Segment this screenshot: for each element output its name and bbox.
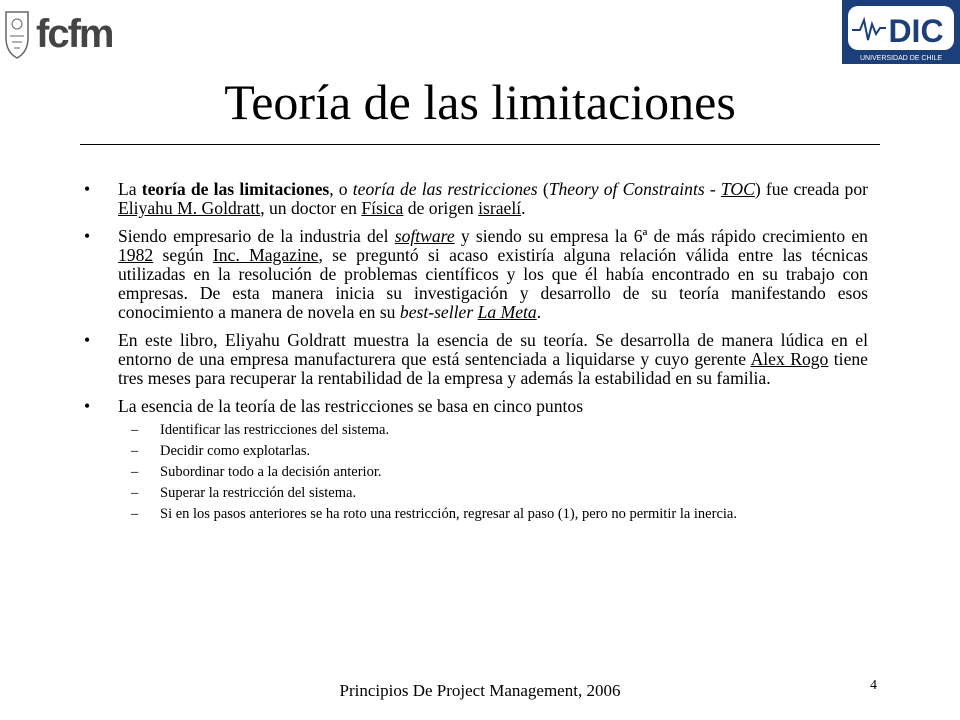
dash-marker: – — [131, 443, 139, 459]
title-divider — [80, 144, 880, 145]
dash-marker: – — [131, 464, 139, 480]
toc-link[interactable]: TOC — [720, 179, 755, 199]
bullet-toc-definition: • La teoría de las limitaciones, o teoría de las restricciones (Theory of Constraints - TOC) fue creada por Eliyahu M. Goldratt, un doctor en Física de origen israelí. — [80, 180, 868, 218]
university-crest-icon — [4, 8, 30, 60]
sub-item-5: – Si en los pasos anteriores se ha roto una restricción, regresar al paso (1), pero no permitir la inercia. — [131, 506, 737, 522]
sub-item-4: – Superar la restricción del sistema. — [131, 485, 357, 501]
alex-rogo-link[interactable]: Alex Rogo — [750, 349, 829, 369]
sub-item-3: – Subordinar todo a la decisión anterior. — [131, 464, 382, 480]
footer-text: Principios De Project Management, 2006 — [339, 681, 621, 700]
fisica-link[interactable]: Física — [361, 198, 404, 218]
slide-title: Teoría de las limitaciones — [224, 74, 736, 130]
sub-item-1: – Identificar las restricciones del sistema. — [131, 422, 390, 438]
bullet-five-points: • La esencia de la teoría de las restricciones se basa en cinco puntos — [80, 397, 868, 416]
fcfm-logo — [4, 6, 112, 62]
la-meta-link[interactable]: La Meta — [477, 302, 537, 322]
page-number: 4 — [870, 678, 877, 693]
software-link[interactable]: software — [394, 226, 455, 246]
dash-marker: – — [131, 485, 139, 501]
slide-content — [80, 180, 868, 527]
dash-marker: – — [131, 506, 139, 522]
dic-logo — [842, 0, 960, 64]
year-1982-link[interactable]: 1982 — [118, 245, 154, 265]
dash-marker: – — [131, 422, 139, 438]
dic-logo-subtext: UNIVERSIDAD DE CHILE — [859, 55, 943, 62]
goldratt-link[interactable]: Eliyahu M. Goldratt — [118, 198, 261, 218]
bullet-origin: • Siendo empresario de la industria del software y siendo su empresa la 6ª de más rápido crecimiento en 1982 según Inc. Magazine, se preguntó si acaso existiría alguna relación válida entre las técnicas utilizadas en la resolución de problemas científicos y los que él había encontrado en su trabajo con empresas. De esta manera inicia su investigación y desarrollo de su teoría manifestando esos conocimiento a manera de novela en su best-seller La Meta. — [80, 227, 868, 322]
fcfm-logo-text: fcfm — [36, 11, 113, 56]
inc-magazine-link[interactable]: Inc. Magazine — [212, 245, 319, 265]
dic-logo-text: DIC — [888, 13, 944, 49]
bullet-book: • En este libro, Eliyahu Goldratt muestra la esencia de su teoría. Se desarrolla de manera lúdica en el entorno de una empresa manufacturera que está sentenciada a liquidarse y cuyo gerente Alex Rogo tiene tres meses para recuperar la rentabilidad de la empresa y además la estabilidad en su familia. — [80, 331, 868, 388]
sub-item-2: – Decidir como explotarlas. — [131, 443, 311, 459]
israeli-link[interactable]: israelí — [478, 198, 522, 218]
